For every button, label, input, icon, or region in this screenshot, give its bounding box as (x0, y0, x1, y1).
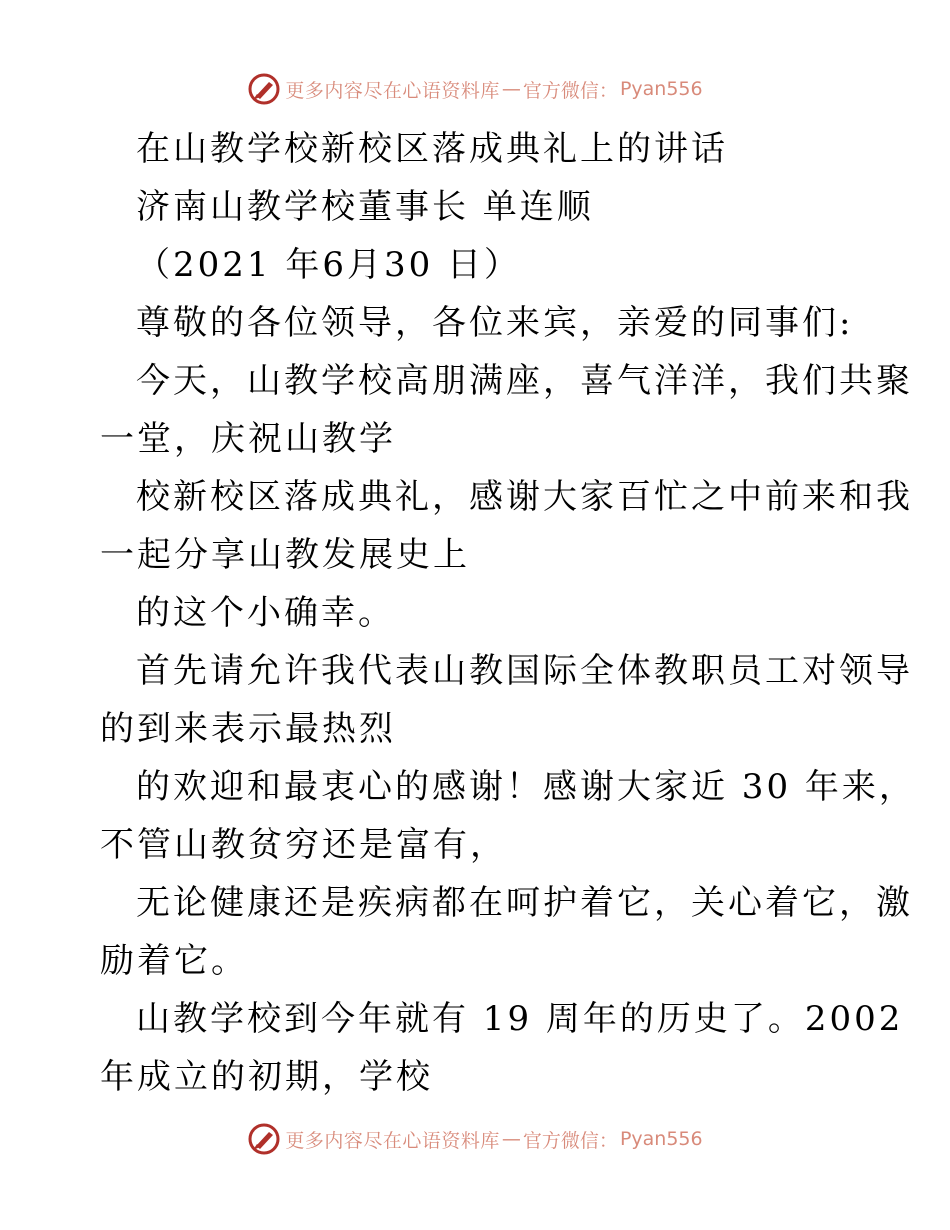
watermark-main: 更多内容尽在心语资料库 (285, 1129, 500, 1152)
watermark-main: 更多内容尽在心语资料库 (285, 79, 500, 102)
text-line: 一堂，庆祝山教学 (100, 419, 396, 459)
pen-logo-icon (247, 1122, 281, 1156)
text-line: 无论健康还是疾病都在呵护着它，关心着它，激 (136, 883, 913, 923)
text-line: （2021 年6月30 日） (136, 245, 522, 285)
text-line: 济南山教学校董事长 单连顺 (136, 187, 594, 227)
watermark-dash: — (501, 78, 521, 100)
document-body (100, 120, 916, 1106)
text-line: 不管山教贫穷还是富有， (100, 825, 507, 865)
text-line: 的欢迎和最衷心的感谢！感谢大家近 30 年来， (136, 767, 916, 807)
text-line: 首先请允许我代表山教国际全体教职员工对领导 (136, 651, 913, 691)
text-line: 一起分享山教发展史上 (100, 535, 470, 575)
watermark-sub: 官方微信： (522, 1129, 618, 1152)
text-line: 在山教学校新校区落成典礼上的讲话 (136, 129, 728, 169)
text-line: 的到来表示最热烈 (100, 709, 396, 749)
text-line: 的这个小确幸。 (136, 593, 395, 633)
watermark-sub: 官方微信： (522, 79, 618, 102)
text-line: 励着它。 (100, 941, 248, 981)
text-line: 山教学校到今年就有 19 周年的历史了。2002 (136, 999, 904, 1039)
pen-logo-icon (247, 72, 281, 106)
text-line: 尊敬的各位领导，各位来宾，亲爱的同事们: (136, 303, 854, 343)
watermark-id: Pyan556 (619, 1128, 703, 1150)
watermark-id: Pyan556 (619, 78, 703, 100)
text-line: 校新校区落成典礼，感谢大家百忙之中前来和我 (136, 477, 913, 517)
text-line: 年成立的初期，学校 (100, 1057, 433, 1097)
watermark-dash: — (501, 1128, 521, 1150)
text-line: 今天，山教学校高朋满座，喜气洋洋，我们共聚 (136, 361, 913, 401)
footer-watermark (0, 1122, 950, 1156)
header-watermark (0, 72, 950, 106)
